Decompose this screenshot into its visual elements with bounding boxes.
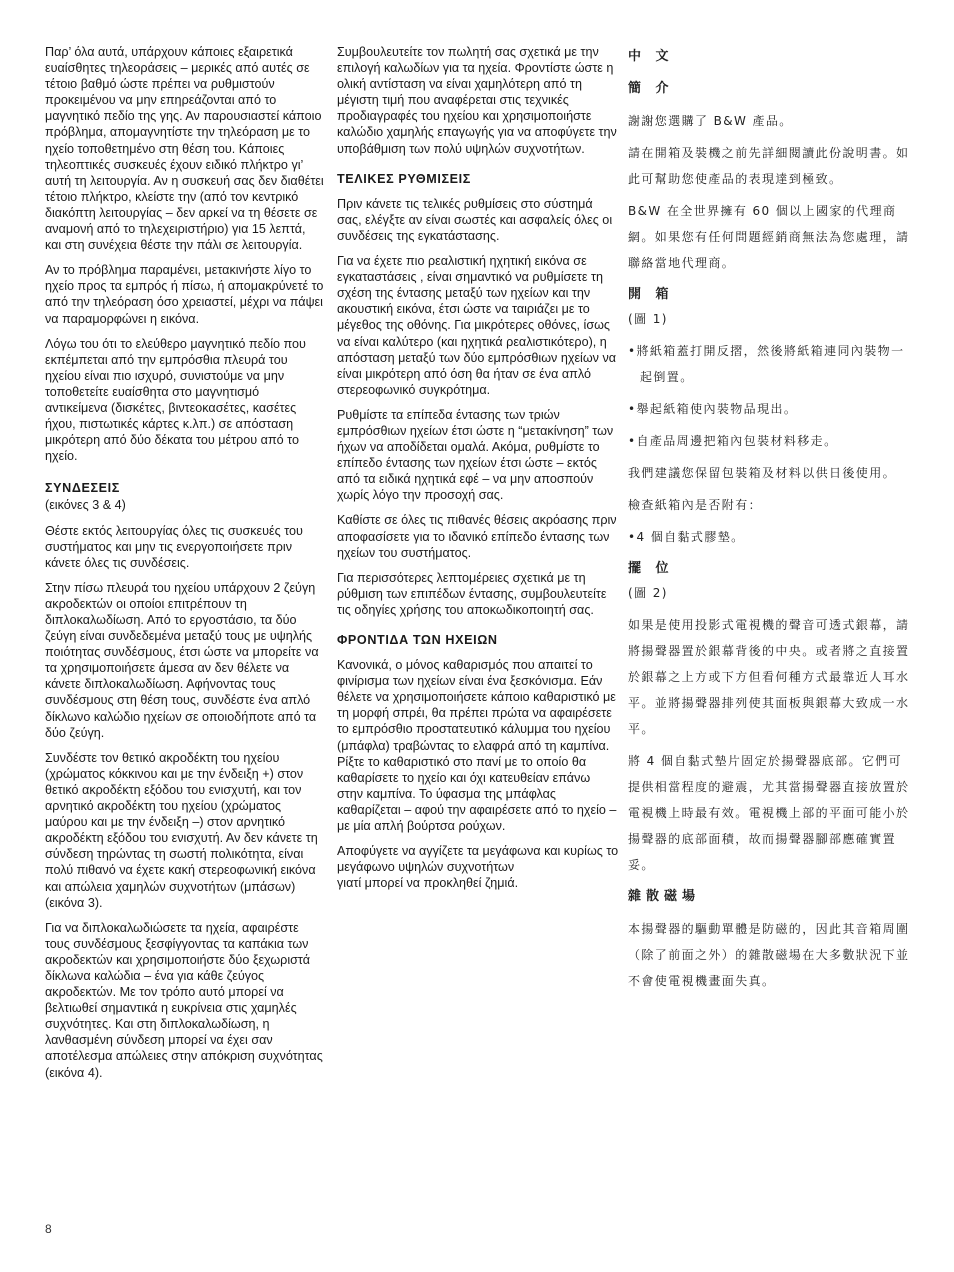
paragraph: B&W 在全世界擁有 60 個以上國家的代理商網。如果您有任何問題經銷商無法為您處理，請聯絡當地代理商。 xyxy=(628,204,910,270)
paragraph: Λόγω του ότι το ελεύθερο μαγνητικό πεδίο που εκπέμπεται από την εμπρόσθια πλευρά του ηχείου είναι πιο ισχυρό, συνιστούμε να μην τοποθετείτε ευαίσθητα στο μαγνητισμό αντικείμενα (δισκέτες, βιντεοκασέτες, κασέτες ήχου, πιστωτικές κάρτες κ.λπ.) σε απόσταση μικρότερη από δύο δέκατα του μέτρου από το ηχείο. xyxy=(45,336,306,464)
paragraph: Αν το πρόβλημα παραμένει, μετακινήστε λίγο το ηχείο προς τα εμπρός ή πίσω, ή απομακρύνετέ το από την τηλεόραση όσο χρειαστεί, μέχρι να πάψει να παραμορφώνει η εικόνα. xyxy=(45,263,324,326)
section-heading-magnetic-field: 雜散磁場 xyxy=(628,889,701,904)
paragraph: Για να διπλοκαλωδιώσετε τα ηχεία, αφαιρέστε τους συνδέσμους ξεσφίγγοντας τα καπάκια των ακροδεκτών και χρησιμοποιήστε δύο ξεχωριστά δίκλωνα καλώδια – ένα για κάθε ζεύγος ακροδεκτών. Με τον τρόπο αυτό μπορεί να βελτιωθεί σημαντικά η ευκρίνεια στις χαμηλές συχνότητες. Και στη διπλοκαλωδίωση, η λανθασμένη σύνδεση μπορεί να έχει σαν αποτέλεσμα απώλειες στην απόκριση συχνότητας (εικόνα 4). xyxy=(45,920,323,1080)
paragraph: 檢查紙箱內是否附有： xyxy=(628,498,763,512)
section-heading-connections: ΣΥΝΔΕΣΕΙΣ xyxy=(45,481,120,496)
paragraph: Ρυθμίστε τα επίπεδα έντασης των τριών εμπρόσθιων ηχείων έτσι ώστε η “μετακίνηση” των ήχων να αποδίδεται ομαλά. Ακόμα, ρυθμίστε το επίπεδο έντασης των ηχείων έτσι ώστε – εκτός από τα ειδικά ηχητικά εφέ – να μην αποσπούν χωρίς λόγο την προσοχή σας. xyxy=(337,407,614,503)
section-heading-intro: 簡 介 xyxy=(628,81,674,96)
paragraph: 請在開箱及裝機之前先詳細閱讀此份說明書。如此可幫助您使產品的表現達到極致。 xyxy=(628,146,910,186)
list-item: •4 個自黏式膠墊。 xyxy=(628,530,745,544)
paragraph: Θέστε εκτός λειτουργίας όλες τις συσκευές του συστήματος και μην τις ενεργοποιήσετε πριν κάνετε όλες τις συνδέσεις. xyxy=(45,523,303,570)
paragraph: Για περισσότερες λεπτομέρειες σχετικά με τη ρύθμιση των επιπέδων έντασης, συμβουλευτείτε τις οδηγίες χρήσης του αποκωδικοποιητή σας. xyxy=(337,570,607,617)
list-item: •自產品周邊把箱內包裝材料移走。 xyxy=(628,434,838,448)
paragraph: Αποφύγετε να αγγίζετε τα μεγάφωνα και κυρίως το μεγάφωνο υψηλών συχνοτήτων γιατί μπορεί να προκληθεί ζημιά. xyxy=(337,844,619,891)
page-number: 8 xyxy=(45,1222,52,1236)
figure-reference: (圖 2) xyxy=(628,586,668,600)
list-item: •舉起紙箱使內裝物品現出。 xyxy=(628,402,798,416)
paragraph: 我們建議您保留包裝箱及材料以供日後使用。 xyxy=(628,466,897,480)
paragraph: Καθίστε σε όλες τις πιθανές θέσεις ακρόασης πριν αποφασίσετε για το ιδανικό επίπεδο έντασης των ηχείων του συστήματος. xyxy=(337,513,617,560)
figure-reference: (εικόνες 3 & 4) xyxy=(45,498,126,513)
greek-column-1 xyxy=(45,44,325,1090)
paragraph: Παρ’ όλα αυτά, υπάρχουν κάποιες εξαιρετικά ευαίσθητες τηλεοράσεις – μερικές από αυτές σε τέτοιο βαθμό ώστε πρέπει να ρυθμιστούν προκειμένου να μην επηρεάζονται από το μαγνητικό πεδίο της γης. Αν παρουσιαστεί κάποιο πρόβλημα, απομαγνητίστε την τηλεόραση με το ηχείο τοποθετημένο στη θέση του. Κάποιες τηλεοπτικές συσκευές έχουν ειδικό πλήκτρο γι’ αυτή τη λειτουργία. Αν η συσκευή σας δεν διαθέτει τέτοιο πλήκτρο, κλείστε την (από τον κεντρικό διακόπτη λειτουργίας – δεν αρκεί να τη θέσετε σε αναμονή από το τηλεχειριστήριο) για 15 λεπτά, και στη συνέχεια θέστε την πάλι σε λειτουργία. xyxy=(45,45,324,253)
section-heading-final-settings: ΤΕΛΙΚΕΣ ΡΥΘΜΙΣΕΙΣ xyxy=(337,171,471,186)
language-heading: 中 文 xyxy=(628,49,674,64)
section-heading-unpacking: 開 箱 xyxy=(628,287,674,302)
paragraph: Για να έχετε πιο ρεαλιστική ηχητική εικόνα σε εγκαταστάσεις , είναι σημαντικό να ρυθμίσετε τη σχέση της έντασης μεταξύ των ηχείων και την ακουστική εικόνα, έτσι ώστε να ταιριάζει με το μέγεθος της οθόνης. Για μικρότερες οθόνες, ίσως να είναι καλύτερο (και ηχητικά ρεαλιστικότερο), η απόσταση μεταξύ των δύο εμπρόσθιων ηχείων να είναι μικρότερη από όση θα ήταν σε ένα απλό στερεοφωνικό συγκρότημα. xyxy=(337,254,617,397)
paragraph: Στην πίσω πλευρά του ηχείου υπάρχουν 2 ζεύγη ακροδεκτών οι οποίοι επιτρέπουν τη διπλοκαλωδίωση. Από το εργοστάσιο, τα δύο ζεύγη είναι συνδεδεμένα μεταξύ τους με υψηλής ποιότητας συνδέσμους, έτσι ώστε να μπορείτε να τα χρησιμοποιήσετε άμεσα αν δεν θέλετε να κάνετε διπλοκαλωδίωση. Αφήνοντας τους συνδέσμους στη θέση τους, συνδέστε ένα απλό δίκλωνο καλώδιο ηχείων σε οποιοδήποτε από τα δύο ζεύγη. xyxy=(45,580,319,740)
section-heading-speaker-care: ΦΡΟΝΤΙΔΑ ΤΩΝ ΗΧΕΙΩΝ xyxy=(337,633,498,647)
list-item: •將紙箱蓋打開反摺，然後將紙箱連同內裝物一起倒置。 xyxy=(628,344,905,384)
paragraph: 將 4 個自黏式墊片固定於揚聲器底部。它們可提供相當程度的避震，尤其當揚聲器直接放置於電視機上時最有效。電視機上部的平面可能小於揚聲器的底部面積，故而揚聲器腳部應確實置妥。 xyxy=(628,754,910,872)
paragraph: Συνδέστε τον θετικό ακροδέκτη του ηχείου (χρώματος κόκκινου και με την ένδειξη +) στον θετικό ακροδέκτη εξόδου του ενισχυτή, και τον αρνητικό ακροδέκτη του ηχείου (χρώματος μαύρου και με την ένδειξη –) στον αρνητικό ακροδέκτη εξόδου του ενισχυτή. Αν δεν κάνετε τη σύνδεση τηρώντας τη σωστή πολικότητα, είναι πολύ πιθανό να έχετε κακή στερεοφωνική εικόνα και απώλεια χαμηλών συχνοτήτων (μπάσων) (εικόνα 3). xyxy=(45,750,318,910)
chinese-column xyxy=(628,44,910,1000)
paragraph: Συμβουλευτείτε τον πωλητή σας σχετικά με την επιλογή καλωδίων για τα ηχεία. Φροντίστε ώστε η ολική αντίσταση να είναι χαμηλότερη από τη μέγιστη τιμή που αναφέρεται στις τεχνικές προδιαγραφές του ηχείου και χρησιμοποιήστε καλώδιο χαμηλής επαγωγής για να αποφύγετε την υποβάθμιση των πολύ υψηλών συχνοτήτων. xyxy=(337,45,617,156)
paragraph: 如果是使用投影式電視機的聲音可透式銀幕，請將揚聲器置於銀幕背後的中央。或者將之直接置於銀幕之上方或下方但看何種方式最靠近人耳水平。並將揚聲器排列使其面板與銀幕大致成一水平。 xyxy=(628,618,910,736)
greek-column-2 xyxy=(337,44,619,900)
section-heading-placement: 擺 位 xyxy=(628,561,674,576)
paragraph: Κανονικά, ο μόνος καθαρισμός που απαιτεί το φινίρισμα των ηχείων είναι ένα ξεσκόνισμα. Εάν θέλετε να χρησιμοποιήσετε κάποιο καθαριστικό με τη μορφή σπρέι, θα πρέπει πρώτα να αφαιρέσετε το εμπρόσθιο προστατευτικό κάλυμμα του ηχείου (μπάφλα) τραβώντας το ελαφρά από τη καμπίνα. Ρίξτε το καθαριστικό στο πανί με το οποίο θα καθαρίσετε το ηχείο και όχι κατευθείαν επάνω στην καμπίνα. Το ύφασμα της μπάφλας καθαρίζεται – αφού την αφαιρέσετε από το ηχείο – με μία απλή βούρτσα ρούχων. xyxy=(337,658,617,834)
paragraph: 謝謝您選購了 B&W 產品。 xyxy=(628,114,793,128)
figure-reference: (圖 1) xyxy=(628,312,668,326)
paragraph: Πριν κάνετε τις τελικές ρυθμίσεις στο σύστημά σας, ελέγξτε αν είναι σωστές και ασφαλείς όλες οι συνδέσεις της εγκατάστασης. xyxy=(337,196,613,243)
paragraph: 本揚聲器的驅動單體是防磁的，因此其音箱周圍（除了前面之外）的雜散磁場在大多數狀況下並不會使電視機畫面失真。 xyxy=(628,922,910,988)
